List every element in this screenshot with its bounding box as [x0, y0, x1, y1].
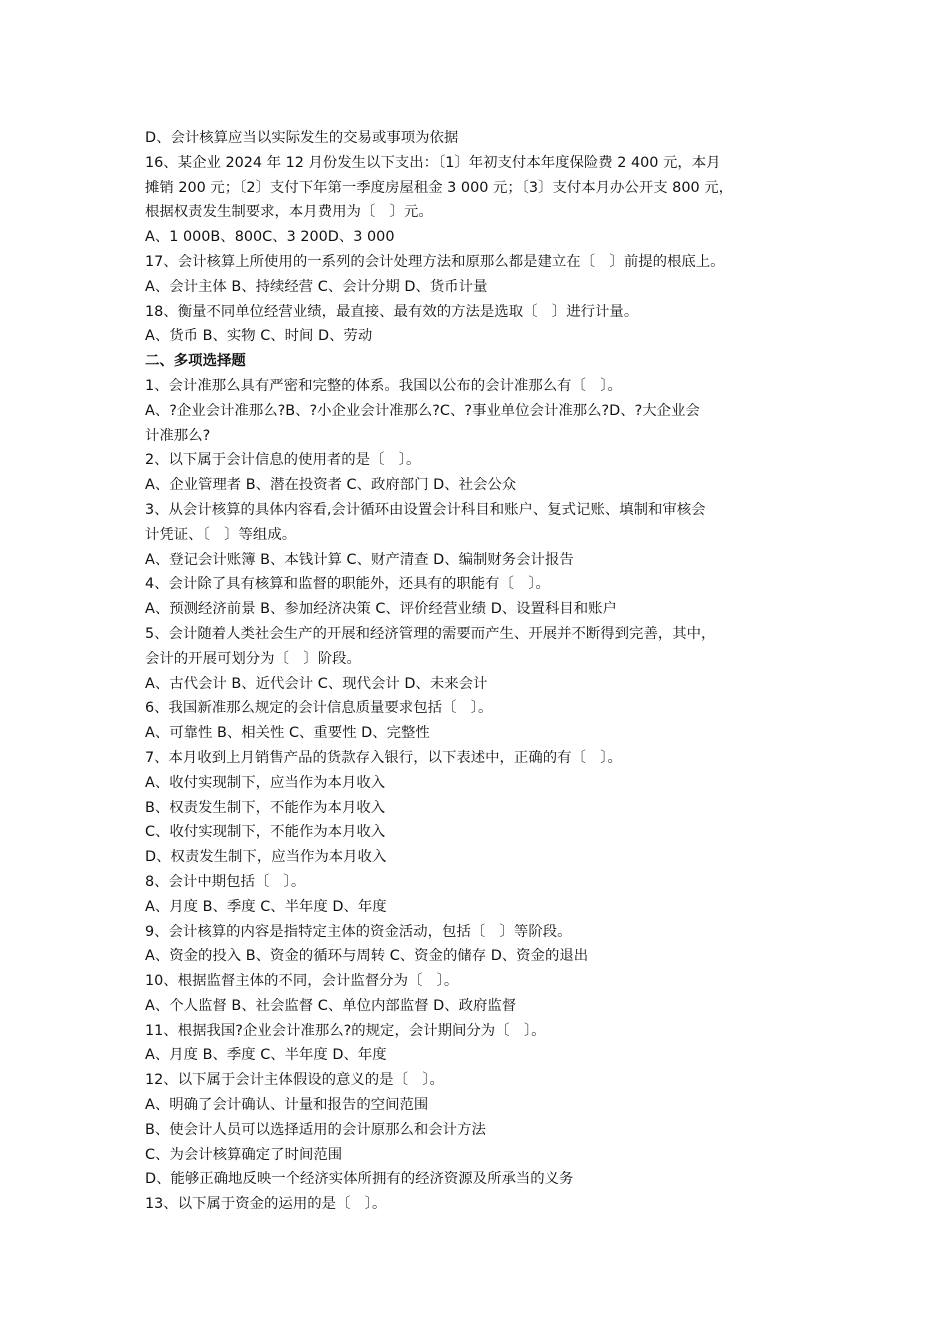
text-line: 根据权责发生制要求，本月费用为〔 〕元。: [145, 204, 433, 221]
text-line: 9、会计核算的内容是指特定主体的资金活动，包括〔 〕等阶段。: [145, 923, 572, 940]
text-line: D、权责发生制下，应当作为本月收入: [145, 849, 387, 866]
text-line: 8、会计中期包括〔 〕。: [145, 873, 306, 890]
text-line: A、登记会计账簿 B、本钱计算 C、财产清查 D、编制财务会计报告: [145, 551, 574, 568]
text-line: A、明确了会计确认、计量和报告的空间范围: [145, 1097, 429, 1114]
text-line: A、收付实现制下，应当作为本月收入: [145, 774, 386, 791]
text-line: 5、会计随着人类社会生产的开展和经济管理的需要而产生、开展并不断得到完善，其中，: [145, 625, 716, 642]
text-line: 1、会计准那么具有严密和完整的体系。我国以公布的会计准那么有〔 〕。: [145, 377, 622, 394]
text-line: A、资金的投入 B、资金的循环与周转 C、资金的储存 D、资金的退出: [145, 948, 589, 965]
section-heading: 二、多项选择题: [145, 353, 246, 370]
text-line: 7、本月收到上月销售产品的货款存入银行，以下表述中，正确的有〔 〕。: [145, 749, 622, 766]
text-line: B、权责发生制下，不能作为本月收入: [145, 799, 386, 816]
text-line: 11、根据我国?企业会计准那么?的规定，会计期间分为〔 〕。: [145, 1022, 546, 1039]
text-line: 计准那么?: [145, 427, 211, 444]
text-line: A、古代会计 B、近代会计 C、现代会计 D、未来会计: [145, 675, 488, 692]
text-line: 2、以下属于会计信息的使用者的是〔 〕。: [145, 452, 421, 469]
text-line: 18、衡量不同单位经营业绩，最直接、最有效的方法是选取〔 〕进行计量。: [145, 303, 639, 320]
text-line: 13、以下属于资金的运用的是〔 〕。: [145, 1196, 387, 1213]
text-line: 3、从会计核算的具体内容看,会计循环由设置会计科目和账户、复式记账、填制和审核会: [145, 501, 706, 518]
text-line: A、?企业会计准那么?B、?小企业会计准那么?C、?事业单位会计准那么?D、?大企业会: [145, 402, 700, 419]
text-line: D、能够正确地反映一个经济实体所拥有的经济资源及所承当的义务: [145, 1171, 574, 1188]
text-line: 17、会计核算上所使用的一系列的会计处理方法和原那么都是建立在〔 〕前提的根底上。: [145, 253, 725, 270]
text-line: A、预测经济前景 B、参加经济决策 C、评价经营业绩 D、设置科目和账户: [145, 601, 617, 618]
text-line: B、使会计人员可以选择适用的会计原那么和会计方法: [145, 1121, 486, 1138]
text-line: 12、以下属于会计主体假设的意义的是〔 〕。: [145, 1072, 444, 1089]
text-line: A、月度 B、季度 C、半年度 D、年度: [145, 898, 387, 915]
text-line: 4、会计除了具有核算和监督的职能外，还具有的职能有〔 〕。: [145, 576, 550, 593]
text-line: A、企业管理者 B、潜在投资者 C、政府部门 D、社会公众: [145, 477, 517, 494]
text-line: A、可靠性 B、相关性 C、重要性 D、完整性: [145, 725, 430, 742]
text-line: A、货币 B、实物 C、时间 D、劳动: [145, 328, 373, 345]
text-line: 计凭证、〔 〕等组成。: [145, 526, 297, 543]
text-line: 16、某企业 2024 年 12 月份发生以下支出：〔1〕年初支付本年度保险费 2 400 元，本月: [145, 154, 721, 171]
text-line: A、会计主体 B、持续经营 C、会计分期 D、货币计量: [145, 278, 488, 295]
text-line: A、个人监督 B、社会监督 C、单位内部监督 D、政府监督: [145, 997, 517, 1014]
document-page: [145, 126, 815, 1217]
text-line: 6、我国新准那么规定的会计信息质量要求包括〔 〕。: [145, 700, 493, 717]
text-line: 会计的开展可划分为〔 〕阶段。: [145, 650, 361, 667]
text-line: C、为会计核算确定了时间范围: [145, 1146, 343, 1163]
text-line: C、收付实现制下，不能作为本月收入: [145, 824, 386, 841]
text-line: A、1 000B、800C、3 200D、3 000: [145, 229, 395, 246]
text-line: 10、根据监督主体的不同，会计监督分为〔 〕。: [145, 973, 459, 990]
text-line: A、月度 B、季度 C、半年度 D、年度: [145, 1047, 387, 1064]
text-line: D、会计核算应当以实际发生的交易或事项为依据: [145, 130, 459, 146]
text-line: 摊销 200 元；〔2〕支付下年第一季度房屋租金 3 000 元；〔3〕支付本月办公开支 800 元，: [145, 179, 733, 196]
